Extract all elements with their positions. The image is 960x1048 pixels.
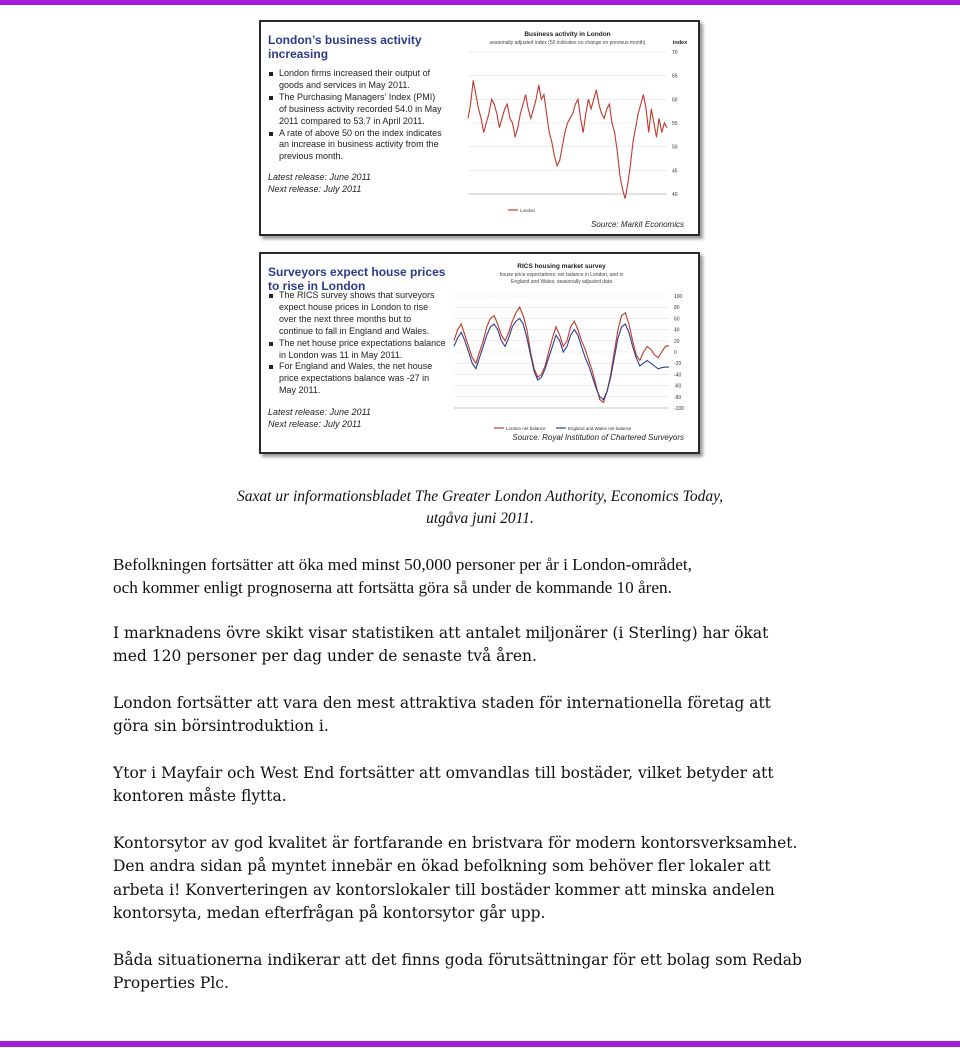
bullet-item: The net house price expectations balance in London was 11 in May 2011. xyxy=(268,338,463,362)
bullet-item: For England and Wales, the net house price expectations balance was -27 in May 2011. xyxy=(268,361,463,397)
y-tick-label: -40 xyxy=(674,372,682,379)
bullet-item: London firms increased their output of goods and services in May 2011. xyxy=(268,68,463,92)
y-tick-label: 0 xyxy=(674,350,677,356)
top-accent-bar xyxy=(0,0,960,5)
caption-line: utgåva juni 2011. xyxy=(426,510,534,527)
house-prices-panel xyxy=(259,252,700,454)
chart-title: Business activity in London xyxy=(524,31,611,38)
panel-title-line: Surveyors expect house prices xyxy=(268,265,446,279)
business-activity-chart xyxy=(462,26,692,216)
y-tick-label: 55 xyxy=(672,121,678,127)
release-info xyxy=(268,407,371,430)
series-line-1 xyxy=(454,307,669,402)
y-tick-label: 80 xyxy=(674,305,680,312)
series-line-1 xyxy=(468,80,667,198)
business-activity-panel xyxy=(259,20,700,236)
latest-release: Latest release: June 2011 xyxy=(268,407,371,417)
latest-release: Latest release: June 2011 xyxy=(268,172,371,182)
chart-svg xyxy=(462,26,692,216)
chart-source: Source: Markit Economics xyxy=(591,220,684,229)
chart-title: RICS housing market survey xyxy=(517,263,606,270)
chart-svg xyxy=(448,258,692,434)
housing-market-chart xyxy=(448,258,692,434)
panel-title xyxy=(268,265,468,293)
paragraph-population: Befolkningen fortsätter att öka med minst 50,000 personer per år i London-området, och kommer enligt prognoserna att fortsätta göra så under de kommande 10 åren. xyxy=(113,555,692,598)
panel-title xyxy=(268,33,468,61)
y-tick-label: -20 xyxy=(674,361,682,368)
y-tick-label: -100 xyxy=(674,406,685,412)
y-tick-label: 20 xyxy=(674,338,680,345)
bottom-accent-bar xyxy=(0,1041,960,1047)
chart-subtitle: seasonally adjusted index (50 indicates no change on previous month) xyxy=(489,40,646,46)
y-tick-label: 40 xyxy=(672,192,678,198)
y-tick-label: 50 xyxy=(672,144,678,151)
panel-title-line: to rise in London xyxy=(268,279,366,293)
next-release: Next release: July 2011 xyxy=(268,418,362,429)
caption-line: Saxat ur informationsbladet The Greater London Authority, Economics Today, xyxy=(237,488,723,505)
legend-label: London net balance xyxy=(506,425,546,431)
y-tick-label: 40 xyxy=(674,327,680,334)
chart-source: Source: Royal Institution of Chartered Surveyors xyxy=(512,433,684,442)
chart-subtitle: England and Wales, seasonally adjusted data xyxy=(511,279,612,285)
legend-label: London xyxy=(520,207,536,213)
paragraph-millionaires: I marknadens övre skikt visar statistiken att antalet miljonärer (i Sterling) har ökat med 120 personer per dag under de senaste två åren. xyxy=(113,624,769,666)
bullet-list xyxy=(268,290,463,397)
panel-title-line: London’s business activity xyxy=(268,33,422,47)
y-tick-label: 70 xyxy=(672,50,678,56)
bullet-list xyxy=(268,68,463,163)
bullet-item: A rate of above 50 on the index indicates an increase in business activity from the previous month. xyxy=(268,128,463,164)
release-info xyxy=(268,172,371,195)
paragraph-mayfair: Ytor i Mayfair och West End fortsätter att omvandlas till bostäder, vilket betyder att kontoren måste flytta. xyxy=(113,764,774,806)
y-tick-label: 65 xyxy=(672,73,678,80)
y-tick-label: 45 xyxy=(672,168,678,175)
chart-subtitle: house price expectations: net balance in London, and in xyxy=(499,272,624,278)
next-release: Next release: July 2011 xyxy=(268,183,362,194)
panel-title-line: increasing xyxy=(268,47,329,61)
y-tick-label: 100 xyxy=(674,294,683,300)
paragraph-office-space: Kontorsytor av god kvalitet är fortfarande en bristvara för modern kontorsverksamhet. Den andra sidan på myntet innebär en ökad befolkning som behöver fler lokaler att arbeta i! Konverteringen av kontorslokaler till bostäder kommer att minska andelen kontorsyta, medan efterfrågan på kontorsytor går upp. xyxy=(113,834,798,922)
y-tick-label: -60 xyxy=(674,383,682,390)
y-axis-label: index xyxy=(672,40,688,46)
legend-label: England and Wales net balance xyxy=(568,425,632,431)
bullet-item: The Purchasing Managers’ Index (PMI) of business activity recorded 54.0 in May 2011 compared to 53.7 in April 2011. xyxy=(268,92,463,128)
y-tick-label: -80 xyxy=(674,394,682,401)
paragraph-conclusion: Båda situationerna indikerar att det finns goda förutsättningar för ett bolag som Redab Properties Plc. xyxy=(113,951,802,993)
y-tick-label: 60 xyxy=(672,97,678,104)
y-tick-label: 60 xyxy=(674,316,680,323)
paragraph-listings: London fortsätter att vara den mest attraktiva staden för internationella företag att göra sin börsintroduktion i. xyxy=(113,694,771,736)
bullet-item: The RICS survey shows that surveyors expect house prices in London to rise over the next three months but to continue to fall in England and Wales. xyxy=(268,290,463,338)
figure-caption xyxy=(100,486,860,530)
